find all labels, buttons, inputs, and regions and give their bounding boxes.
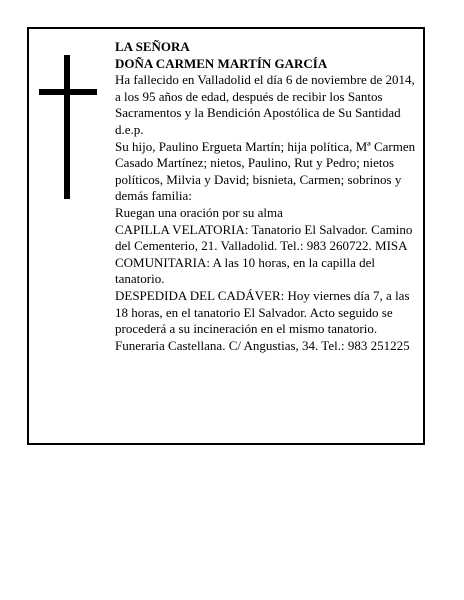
cross-vertical-bar [64,55,70,199]
prayer-request: Ruegan una oración por su alma [115,204,283,220]
deceased-name: DOÑA CARMEN MARTÍN GARCÍA [115,55,328,71]
notice-title: LA SEÑORA [115,39,190,54]
rip-abbreviation: d.e.p. [115,121,144,137]
death-announcement: Ha fallecido en Valladolid el día 6 de noviembre de 2014, a los 95 años de edad, después de recibir los Santos Sacramentos y la Bendición Apostólica de Su Santidad [115,72,415,121]
cross-horizontal-bar [39,89,97,95]
funeral-home-info: Funeraria Castellana. C/ Angustias, 34. Tel.: 983 251225 [115,337,410,353]
family-list: Su hijo, Paulino Ergueta Martín; hija política, Mª Carmen Casado Martínez; nietos, Paulino, Rut y Pedro; nietos políticos, Milvia y David; bisnieta, Carmen; sobrinos y demás familia: [115,138,416,204]
farewell-info: DESPEDIDA DEL CADÁVER: Hoy viernes día 7, a las 18 horas, en el tanatorio El Salvador. Acto seguido se procederá a su incineración en el mismo tanatorio. [115,287,410,337]
notice-body [115,39,421,354]
obituary-notice [27,27,425,445]
cross-icon [39,55,97,199]
chapel-info: CAPILLA VELATORIA: Tanatorio El Salvador. Camino del Cementerio, 21. Valladolid. Tel.: 983 260722. MISA COMUNITARIA: A las 10 horas, en la capilla del tanatorio. [115,221,413,287]
